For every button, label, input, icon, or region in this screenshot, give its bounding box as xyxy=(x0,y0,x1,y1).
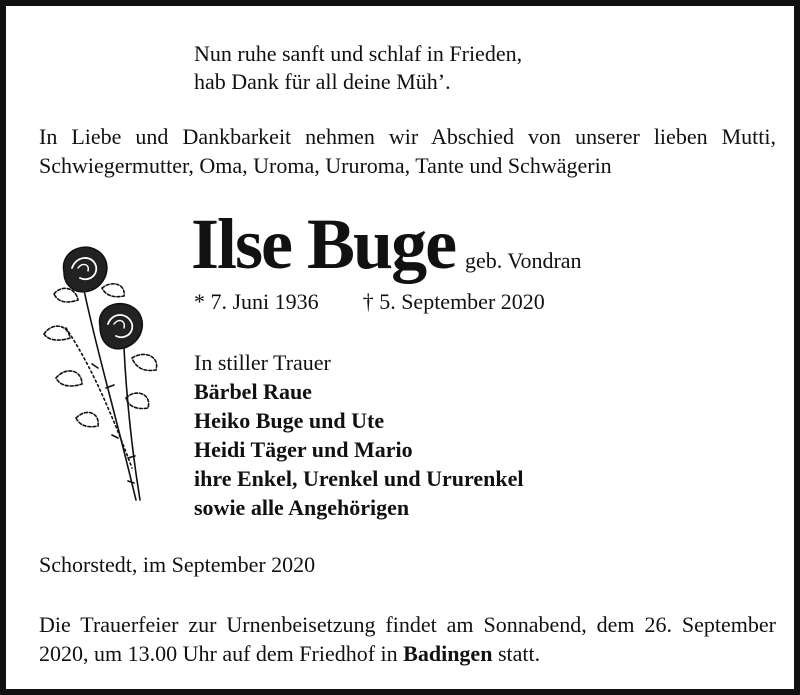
mourner-name: Heidi Täger und Mario xyxy=(194,437,413,462)
intro-text: In Liebe und Dankbarkeit nehmen wir Abschied von unserer lieben Mutti, Schwiegermutter, Oma, Uroma, Ururoma, Tante und Schwägerin xyxy=(39,124,776,178)
mourners-block xyxy=(194,348,523,522)
mourner-name: Heiko Buge und Ute xyxy=(194,408,385,433)
birth-date: * 7. Juni 1936 xyxy=(194,289,319,314)
deceased-name: Ilse Buge xyxy=(191,204,456,284)
place-and-date: Schorstedt, im September 2020 xyxy=(39,552,316,577)
funeral-info xyxy=(39,610,776,668)
mourner-name: ihre Enkel, Urenkel und Ururenkel xyxy=(194,466,524,491)
verse-line-2: hab Dank für all deine Müh’. xyxy=(194,69,451,94)
life-dates xyxy=(194,288,545,316)
roses-icon xyxy=(36,238,166,508)
funeral-text: Die Trauerfeier zur Urnenbeisetzung findet am Sonnabend, dem 26. September 2020, um 13.00 Uhr auf dem Friedhof in xyxy=(39,612,776,666)
verse-line-1: Nun ruhe sanft und schlaf in Frieden, xyxy=(194,41,523,66)
verse xyxy=(194,40,522,96)
funeral-location: Badingen xyxy=(403,641,493,666)
mourner-name: sowie alle Angehörigen xyxy=(194,495,410,520)
deceased-name-row xyxy=(191,204,582,284)
mourner-name: Bärbel Raue xyxy=(194,379,312,404)
death-date: † 5. September 2020 xyxy=(362,289,545,314)
mourners-heading: In stiller Trauer xyxy=(194,350,331,375)
funeral-text-end: statt. xyxy=(497,641,541,666)
maiden-name: geb. Vondran xyxy=(465,248,582,273)
